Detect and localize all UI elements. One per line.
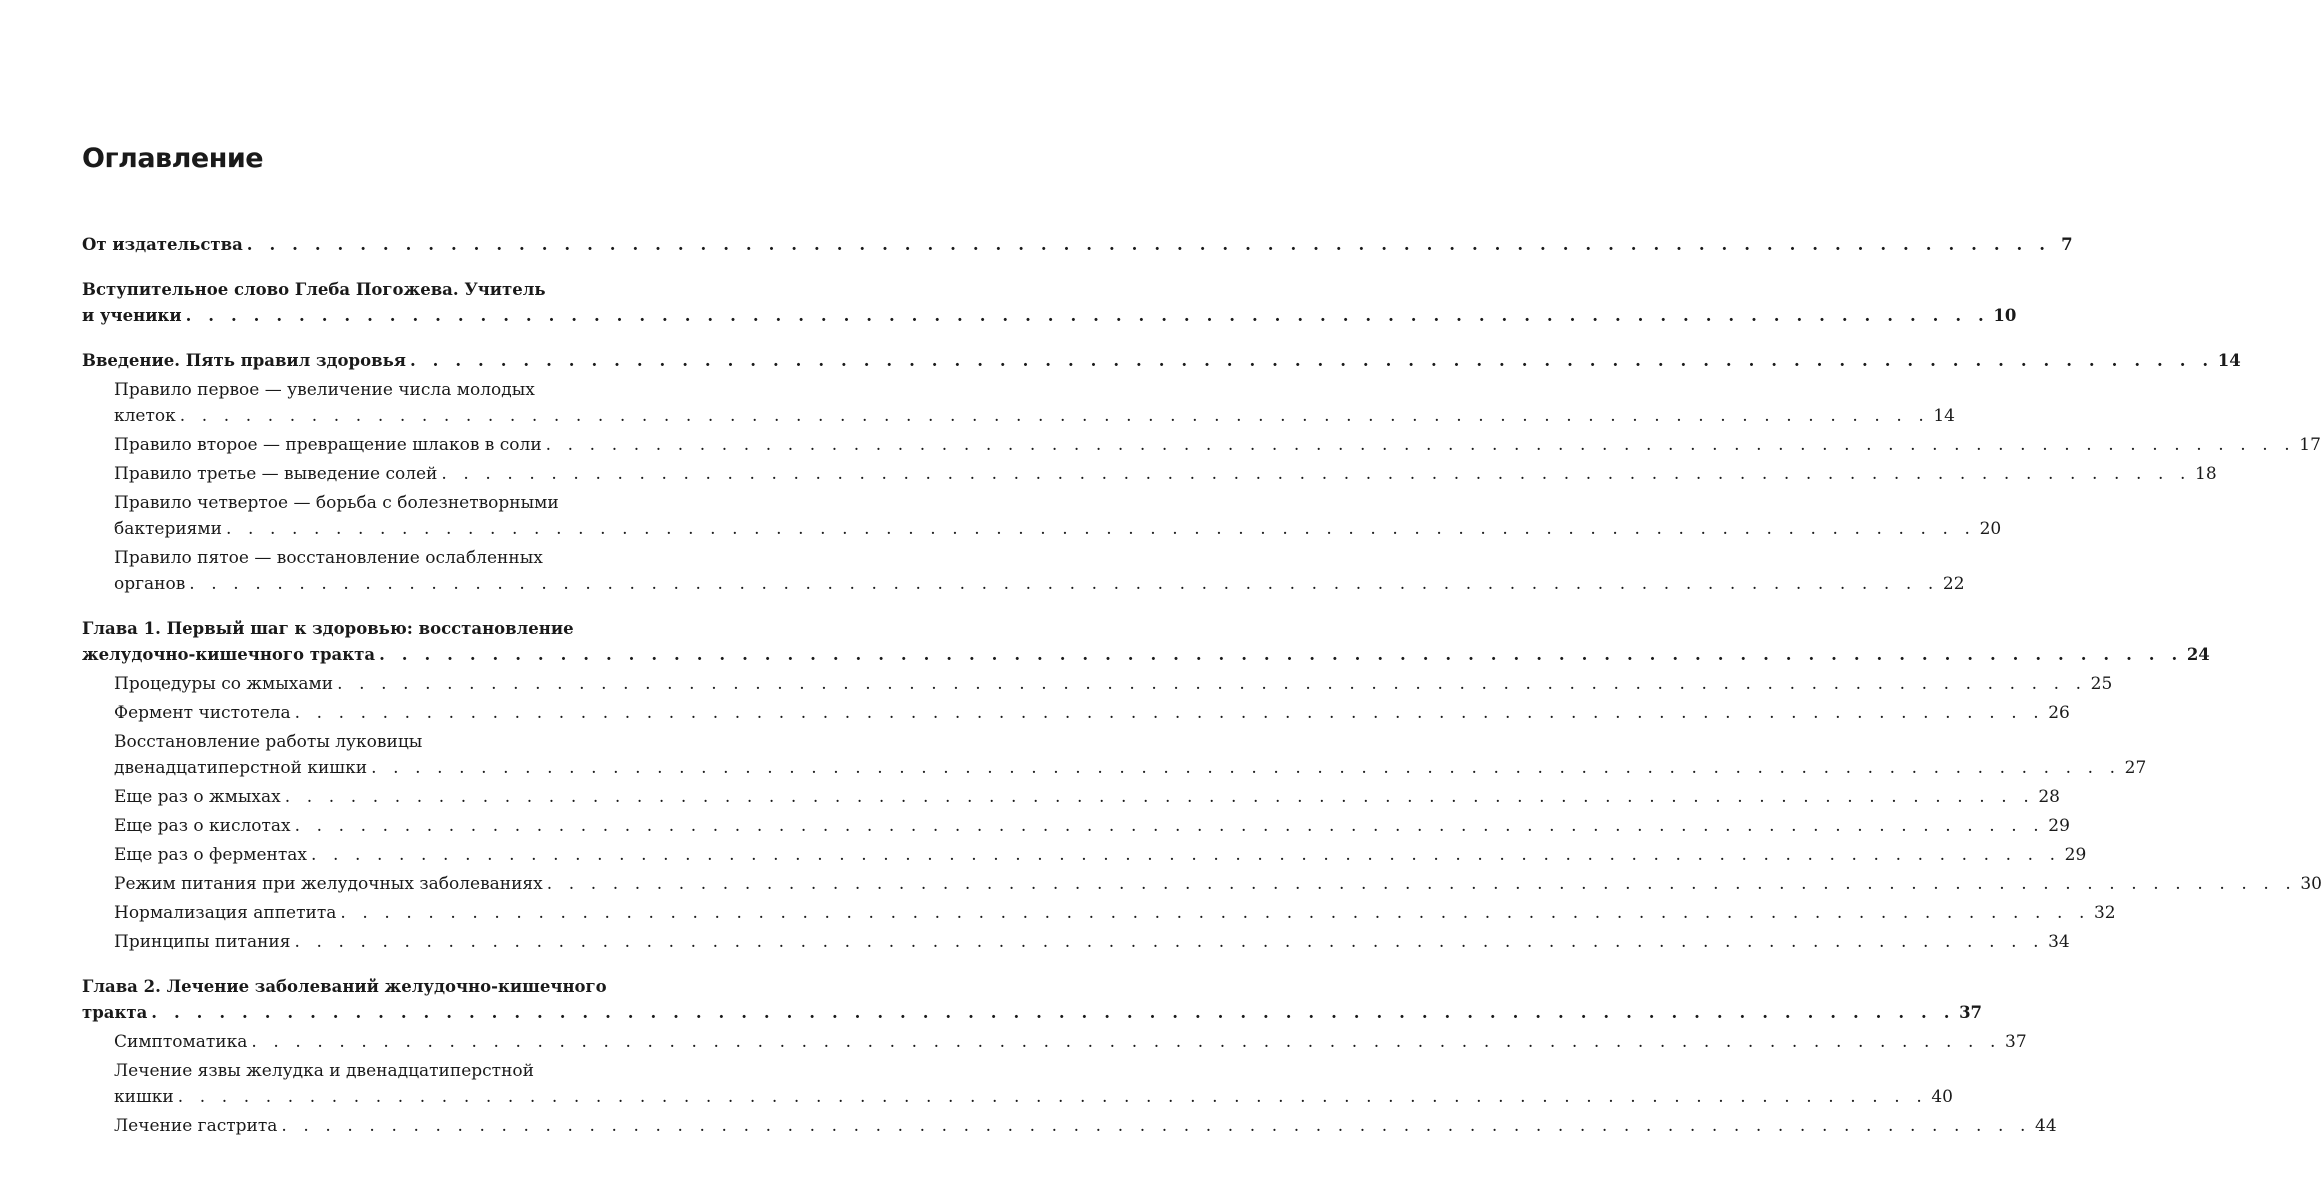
dot-leader: . . . . . . . . . . . . . . . . . . . . . . . . . . . . . . . . . . . . . . . . . . . . . . . . . . . . . . . . . . . . . . . . . . . . . . . . . . . . . . . . — [546, 874, 2297, 894]
toc-page-number: 18 — [2195, 464, 2217, 484]
page-title: Оглавление — [82, 143, 264, 174]
toc-entry-title: Принципы питания — [114, 932, 291, 952]
toc-entry-title-continued: клеток — [114, 406, 176, 426]
dot-leader: . . . . . . . . . . . . . . . . . . . . . . . . . . . . . . . . . . . . . . . . . . . . . . . . . . . . . . . . . . . . . . . . . . . . . . . . . . . . . . . . — [545, 435, 2296, 455]
toc-entry-title-continued: бактериями — [114, 519, 222, 539]
toc-entry-title: Правило третье — выведение солей — [114, 464, 438, 484]
toc-entry-title: Фермент чистотела — [114, 703, 291, 723]
toc-page-number: 14 — [2217, 351, 2241, 370]
toc-page-number: 25 — [2090, 674, 2113, 694]
toc-page-number: 40 — [1931, 1087, 1953, 1107]
toc-page-number: 44 — [2035, 1116, 2057, 1136]
toc-entry-title: Еще раз о ферментах — [114, 845, 308, 865]
toc-entry-title: Правило четвертое — борьба с болезнетворными — [114, 493, 559, 513]
dot-leader: . . . . . . . . . . . . . . . . . . . . . . . . . . . . . . . . . . . . . . . . . . . . . . . . . . . . . . . . . . . . . . . . . . . . . . . . . . . . . . . . — [177, 1087, 1928, 1107]
toc-page-number: 37 — [1959, 1003, 1983, 1022]
toc-entry-title-continued: двенадцатиперстной кишки — [114, 758, 368, 778]
toc-page-number: 24 — [2186, 645, 2210, 664]
toc-entry-title: Вступительное слово Глеба Погожева. Учитель — [82, 280, 546, 299]
toc-entry-title: Еще раз о кислотах — [114, 816, 291, 836]
toc-page-number: 29 — [2064, 845, 2087, 865]
toc-page-number: 22 — [1942, 574, 1965, 594]
toc-entry-title-continued: и ученики — [82, 306, 182, 325]
toc-entry-title: Глава 2. Лечение заболеваний желудочно-кишечного — [82, 977, 607, 996]
toc-page-number: 20 — [1979, 519, 2002, 539]
dot-leader: . . . . . . . . . . . . . . . . . . . . . . . . . . . . . . . . . . . . . . . . . . . . . . . . . . . . . . . . . . . . . . . . . . . . . . . . . . . . . . . . — [185, 306, 1990, 325]
toc-entry-title: Лечение язвы желудка и двенадцатиперстной — [114, 1061, 534, 1081]
toc-entry-title-continued: тракта — [82, 1003, 148, 1022]
toc-entry-title: От издательства — [82, 235, 243, 254]
dot-leader: . . . . . . . . . . . . . . . . . . . . . . . . . . . . . . . . . . . . . . . . . . . . . . . . . . . . . . . . . . . . . . . . . . . . . . . . . . . . . . . . — [441, 464, 2191, 484]
toc-page-number: 32 — [2093, 903, 2116, 923]
dot-leader: . . . . . . . . . . . . . . . . . . . . . . . . . . . . . . . . . . . . . . . . . . . . . . . . . . . . . . . . . . . . . . . . . . . . . . . . . . . . . . . . — [294, 703, 2045, 723]
toc-page-number: 14 — [1933, 406, 1955, 426]
toc-page-number: 29 — [2048, 816, 2070, 836]
toc-entry-title: Введение. Пять правил здоровья — [82, 351, 406, 370]
dot-leader: . . . . . . . . . . . . . . . . . . . . . . . . . . . . . . . . . . . . . . . . . . . . . . . . . . . . . . . . . . . . . . . . . . . . . . . . . . . . . . . . — [337, 674, 2087, 694]
dot-leader: . . . . . . . . . . . . . . . . . . . . . . . . . . . . . . . . . . . . . . . . . . . . . . . . . . . . . . . . . . . . . . . . . . . . . . . . . . . . . . . . — [151, 1003, 1956, 1022]
toc-entry-title: Правило пятое — восстановление ослабленных — [114, 548, 543, 568]
dot-leader: . . . . . . . . . . . . . . . . . . . . . . . . . . . . . . . . . . . . . . . . . . . . . . . . . . . . . . . . . . . . . . . . . . . . . . . . . . . . . . . . — [246, 235, 2051, 254]
dot-leader: . . . . . . . . . . . . . . . . . . . . . . . . . . . . . . . . . . . . . . . . . . . . . . . . . . . . . . . . . . . . . . . . . . . . . . . . . . . . . . . . — [340, 903, 2090, 923]
toc-entry-title: Правило второе — превращение шлаков в соли — [114, 435, 542, 455]
toc-page-number: 26 — [2048, 703, 2070, 723]
toc-page-number: 37 — [2005, 1032, 2027, 1052]
dot-leader: . . . . . . . . . . . . . . . . . . . . . . . . . . . . . . . . . . . . . . . . . . . . . . . . . . . . . . . . . . . . . . . . . . . . . . . . . . . . . . . . — [251, 1032, 2001, 1052]
toc-entry-title: Режим питания при желудочных заболеваниях — [114, 874, 543, 894]
dot-leader: . . . . . . . . . . . . . . . . . . . . . . . . . . . . . . . . . . . . . . . . . . . . . . . . . . . . . . . . . . . . . . . . . . . . . . . . . . . . . . . . — [409, 351, 2214, 370]
toc-entry-title: Лечение гастрита — [114, 1116, 278, 1136]
toc-entry-title-continued: кишки — [114, 1087, 174, 1107]
dot-leader: . . . . . . . . . . . . . . . . . . . . . . . . . . . . . . . . . . . . . . . . . . . . . . . . . . . . . . . . . . . . . . . . . . . . . . . . . . . . . . . . — [311, 845, 2061, 865]
dot-leader: . . . . . . . . . . . . . . . . . . . . . . . . . . . . . . . . . . . . . . . . . . . . . . . . . . . . . . . . . . . . . . . . . . . . . . . . . . . . . . . . — [294, 932, 2045, 952]
toc-page-number: 28 — [2038, 787, 2060, 807]
dot-leader: . . . . . . . . . . . . . . . . . . . . . . . . . . . . . . . . . . . . . . . . . . . . . . . . . . . . . . . . . . . . . . . . . . . . . . . . . . . . . . . . — [294, 816, 2045, 836]
toc-page-number: 27 — [2124, 758, 2147, 778]
toc-page-number: 30 — [2300, 874, 2322, 894]
toc-entry-title: Процедуры со жмыхами — [114, 674, 334, 694]
toc-entry-title: Восстановление работы луковицы — [114, 732, 423, 752]
toc-page-number: 17 — [2299, 435, 2321, 455]
toc-page-number: 10 — [1993, 306, 2017, 325]
toc-entry-title: Симптоматика — [114, 1032, 248, 1052]
toc-entry-title: Нормализация аппетита — [114, 903, 337, 923]
toc-page-number: 7 — [2061, 235, 2073, 254]
dot-leader: . . . . . . . . . . . . . . . . . . . . . . . . . . . . . . . . . . . . . . . . . . . . . . . . . . . . . . . . . . . . . . . . . . . . . . . . . . . . . . . . — [371, 758, 2121, 778]
toc-entry-title-continued: желудочно-кишечного тракта — [82, 645, 376, 664]
toc-entry-title: Правило первое — увеличение числа молодых — [114, 380, 535, 400]
dot-leader: . . . . . . . . . . . . . . . . . . . . . . . . . . . . . . . . . . . . . . . . . . . . . . . . . . . . . . . . . . . . . . . . . . . . . . . . . . . . . . . . — [179, 406, 1930, 426]
dot-leader: . . . . . . . . . . . . . . . . . . . . . . . . . . . . . . . . . . . . . . . . . . . . . . . . . . . . . . . . . . . . . . . . . . . . . . . . . . . . . . . . — [225, 519, 1976, 539]
toc-entry-title: Глава 1. Первый шаг к здоровью: восстановление — [82, 619, 574, 638]
dot-leader: . . . . . . . . . . . . . . . . . . . . . . . . . . . . . . . . . . . . . . . . . . . . . . . . . . . . . . . . . . . . . . . . . . . . . . . . . . . . . . . . — [379, 645, 2183, 664]
dot-leader: . . . . . . . . . . . . . . . . . . . . . . . . . . . . . . . . . . . . . . . . . . . . . . . . . . . . . . . . . . . . . . . . . . . . . . . . . . . . . . . . — [281, 1116, 2032, 1136]
toc-page-number: 34 — [2048, 932, 2070, 952]
dot-leader: . . . . . . . . . . . . . . . . . . . . . . . . . . . . . . . . . . . . . . . . . . . . . . . . . . . . . . . . . . . . . . . . . . . . . . . . . . . . . . . . — [189, 574, 1939, 594]
toc-entry-title-continued: органов — [114, 574, 186, 594]
toc-entry-title: Еще раз о жмыхах — [114, 787, 281, 807]
dot-leader: . . . . . . . . . . . . . . . . . . . . . . . . . . . . . . . . . . . . . . . . . . . . . . . . . . . . . . . . . . . . . . . . . . . . . . . . . . . . . . . . — [284, 787, 2035, 807]
